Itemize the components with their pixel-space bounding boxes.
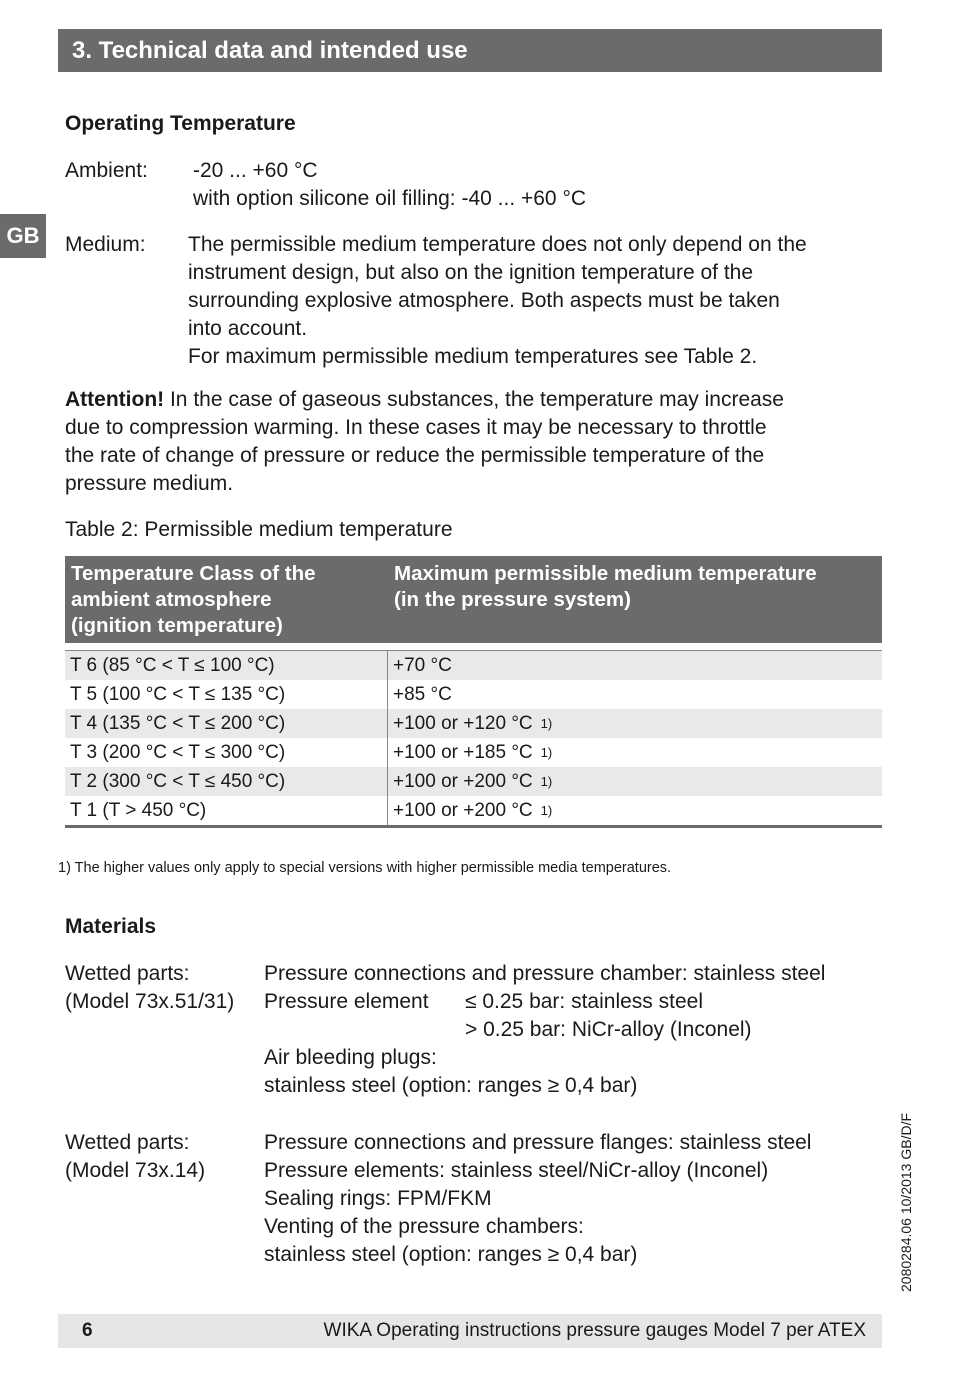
medium-label: Medium:	[65, 233, 146, 256]
attention-line: due to compression warming. In these cases it may be necessary to throttle	[65, 416, 767, 439]
medium-line: The permissible medium temperature does not only depend on the	[188, 233, 807, 256]
attention-paragraph	[65, 386, 784, 498]
temperature-class-cell: T 2 (300 °C < T ≤ 450 °C)	[65, 767, 388, 796]
pressure-element-line: ≤ 0.25 bar: stainless steel	[465, 990, 703, 1013]
temperature-class-cell: T 3 (200 °C < T ≤ 300 °C)	[65, 738, 388, 767]
table-row	[65, 738, 882, 767]
label-line: Wetted parts:	[65, 1131, 190, 1154]
footnote-ref: 1)	[540, 774, 553, 789]
max-temperature-value: +85 °C	[393, 684, 452, 705]
operating-temperature-heading: Operating Temperature	[65, 112, 296, 135]
max-temperature-cell	[388, 738, 882, 767]
table-header	[65, 556, 882, 643]
label-line: (Model 73x.14)	[65, 1159, 206, 1182]
table-row	[65, 709, 882, 738]
table-row	[65, 651, 882, 680]
material-line: Pressure connections and pressure flanges: stainless steel	[264, 1131, 812, 1154]
air-bleeding-line: Air bleeding plugs:	[264, 1046, 437, 1069]
table-bottom-rule	[65, 825, 882, 828]
material-line: Sealing rings: FPM/FKM	[264, 1187, 492, 1210]
temperature-class-cell: T 4 (135 °C < T ≤ 200 °C)	[65, 709, 388, 738]
table-divider	[65, 643, 882, 651]
temperature-table	[65, 556, 882, 828]
materials-heading: Materials	[65, 915, 157, 938]
temperature-class-cell: T 6 (85 °C < T ≤ 100 °C)	[65, 651, 388, 680]
header-line: ambient atmosphere	[71, 588, 272, 611]
document-code: 2080284.06 10/2013 GB/D/F	[898, 1112, 914, 1292]
table-footnote: 1) The higher values only apply to special versions with higher permissible media temperatures.	[58, 860, 672, 876]
material-line: Venting of the pressure chambers:	[264, 1215, 584, 1238]
max-temperature-value: +100 or +200 °C	[393, 800, 533, 821]
material-line: stainless steel (option: ranges ≥ 0,4 bar)	[264, 1243, 638, 1266]
pressure-element-line: > 0.25 bar: NiCr-alloy (Inconel)	[465, 1018, 752, 1041]
max-temperature-value: +100 or +120 °C	[393, 713, 533, 734]
pressure-element-values	[465, 988, 752, 1044]
label-line: (Model 73x.51/31)	[65, 990, 235, 1013]
header-line: Temperature Class of the	[71, 562, 316, 585]
max-temperature-cell	[388, 796, 882, 825]
attention-label: Attention!	[65, 388, 165, 411]
ambient-line: with option silicone oil filling: -40 ... +60 °C	[193, 187, 587, 210]
ambient-values	[193, 157, 586, 213]
wetted-parts-details-2	[264, 1129, 811, 1269]
table-row	[65, 680, 882, 709]
page-footer	[58, 1314, 882, 1348]
section-title: 3. Technical data and intended use	[58, 29, 882, 72]
material-line: Pressure elements: stainless steel/NiCr-alloy (Inconel)	[264, 1159, 769, 1182]
footnote-ref: 1)	[540, 745, 553, 760]
air-bleeding-line: stainless steel (option: ranges ≥ 0,4 bar)	[264, 1074, 638, 1097]
max-temperature-cell	[388, 651, 882, 680]
header-line: (in the pressure system)	[394, 588, 631, 611]
table-row	[65, 767, 882, 796]
language-tab: GB	[0, 214, 46, 258]
header-max-temperature	[388, 556, 882, 643]
header-temperature-class	[65, 556, 388, 643]
max-temperature-cell	[388, 709, 882, 738]
attention-line	[65, 386, 784, 414]
footnote-ref: 1)	[540, 803, 553, 818]
medium-line: into account.	[188, 317, 308, 340]
medium-line: For maximum permissible medium temperatures see Table 2.	[188, 345, 758, 368]
footnote-ref: 1)	[540, 716, 553, 731]
attention-line: the rate of change of pressure or reduce the permissible temperature of the	[65, 444, 765, 467]
temperature-class-cell: T 1 (T > 450 °C)	[65, 796, 388, 825]
medium-description	[188, 231, 807, 371]
medium-line: instrument design, but also on the ignition temperature of the	[188, 261, 754, 284]
max-temperature-value: +100 or +200 °C	[393, 771, 533, 792]
max-temperature-cell	[388, 767, 882, 796]
max-temperature-value: +100 or +185 °C	[393, 742, 533, 763]
wetted-parts-label-2	[65, 1129, 205, 1185]
table-row	[65, 796, 882, 825]
wetted-parts-line: Pressure connections and pressure chamber: stainless steel	[264, 962, 826, 985]
header-line: Maximum permissible medium temperature	[394, 562, 817, 585]
max-temperature-value: +70 °C	[393, 655, 452, 676]
attention-text: In the case of gaseous substances, the temperature may increase	[164, 388, 784, 411]
temperature-class-cell: T 5 (100 °C < T ≤ 135 °C)	[65, 680, 388, 709]
header-line: (ignition temperature)	[71, 614, 283, 637]
air-bleeding-info	[264, 1044, 637, 1100]
medium-line: surrounding explosive atmosphere. Both aspects must be taken	[188, 289, 780, 312]
pressure-element-label: Pressure element	[264, 990, 429, 1013]
attention-line: pressure medium.	[65, 472, 234, 495]
label-line: Wetted parts:	[65, 962, 190, 985]
max-temperature-cell	[388, 680, 882, 709]
table-caption: Table 2: Permissible medium temperature	[65, 518, 453, 541]
ambient-line: -20 ... +60 °C	[193, 159, 318, 182]
footer-text: WIKA Operating instructions pressure gauges Model 7 per ATEX	[323, 1320, 866, 1341]
wetted-parts-label-1	[65, 960, 234, 1016]
page-number: 6	[82, 1320, 93, 1341]
ambient-label: Ambient:	[65, 159, 148, 182]
